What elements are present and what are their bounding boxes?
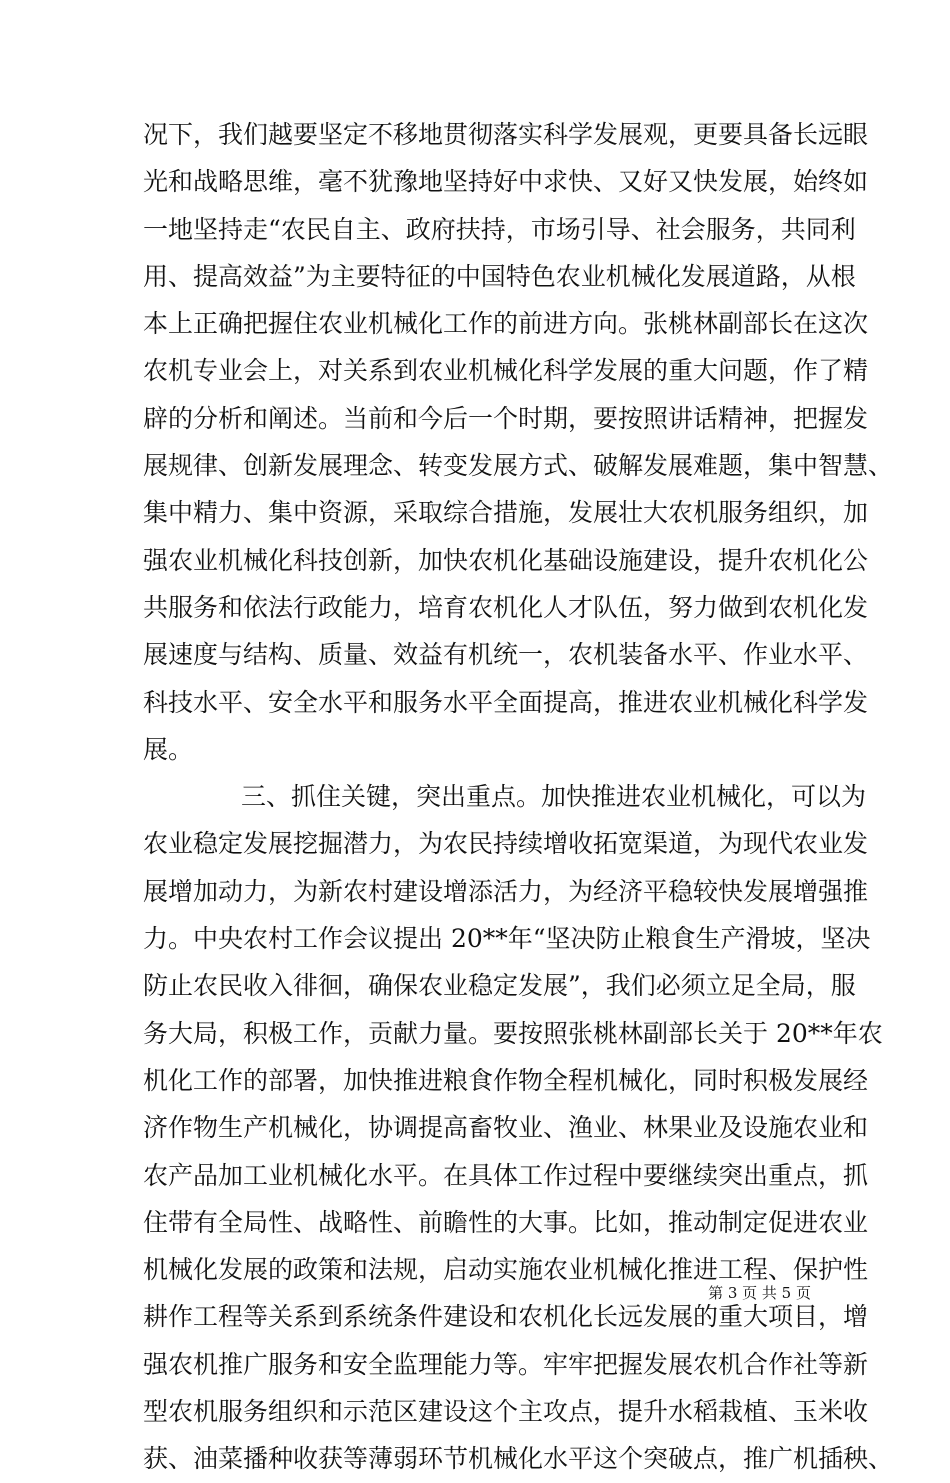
text-line: 况下，我们越要坚定不移地贯彻落实科学发展观，更要具备长远眼 (143, 120, 869, 149)
text-line: 本上正确把握住农业机械化工作的前进方向。张桃林副部长在这次 (143, 309, 869, 339)
text-line: 力。中央农村工作会议提出 20**年“坚决防止粮食生产滑坡，坚决 (143, 924, 871, 954)
text-line: 集中精力、集中资源，采取综合措施，发展壮大农机服务组织，加 (143, 498, 869, 528)
text-line: 住带有全局性、战略性、前瞻性的大事。比如，推动制定促进农业 (143, 1207, 869, 1237)
text-line: 农产品加工业机械化水平。在具体工作过程中要继续突出重点，抓 (143, 1160, 869, 1190)
text-line: 辟的分析和阐述。当前和今后一个时期，要按照讲话精神，把握发 (143, 403, 869, 433)
text-line: 展规律、创新发展理念、转变发展方式、破解发展难题，集中智慧、 (143, 451, 894, 481)
text-line: 共服务和依法行政能力，培育农机化人才队伍，努力做到农机化发 (143, 592, 869, 622)
text-line: 农业稳定发展挖掘潜力，为农民持续增收拓宽渠道，为现代农业发 (143, 829, 869, 859)
text-line: 展增加动力，为新农村建设增添活力，为经济平稳较快发展增强推 (143, 876, 869, 906)
text-line: 用、提高效益”为主要特征的中国特色农业机械化发展道路，从根 (143, 261, 856, 291)
text-line: 防止农民收入徘徊，确保农业稳定发展”，我们必须立足全局，服 (143, 971, 856, 1001)
text-line: 强农机推广服务和安全监理能力等。牢牢把握发展农机合作社等新 (143, 1349, 869, 1379)
text-line: 农机专业会上，对关系到农业机械化科学发展的重大问题，作了精 (143, 356, 869, 386)
text-line: 济作物生产机械化，协调提高畜牧业、渔业、林果业及设施农业和 (143, 1113, 869, 1143)
text-line: 科技水平、安全水平和服务水平全面提高，推进农业机械化科学发 (143, 687, 869, 717)
text-line: 型农机服务组织和示范区建设这个主攻点，提升水稻栽植、玉米收 (143, 1397, 869, 1427)
text-line: 光和战略思维，毫不犹豫地坚持好中求快、又好又快发展，始终如 (143, 167, 869, 197)
document-body (143, 111, 894, 1483)
page-number: 第 3 页 共 5 页 (708, 1284, 811, 1302)
section-heading-line: 三、抓住关键，突出重点。加快推进农业机械化，可以为 (241, 782, 867, 812)
text-line: 获、油菜播种收获等薄弱环节机械化水平这个突破点，推广机插秧、 (143, 1444, 894, 1474)
text-line: 展。 (143, 734, 194, 764)
text-line: 一地坚持走“农民自主、政府扶持，市场引导、社会服务，共同利 (143, 214, 856, 244)
text-line: 机械化发展的政策和法规，启动实施农业机械化推进工程、保护性 (143, 1255, 869, 1285)
text-line: 机化工作的部署，加快推进粮食作物全程机械化，同时积极发展经 (143, 1065, 869, 1095)
text-line: 强农业机械化科技创新，加快农机化基础设施建设，提升农机化公 (143, 545, 869, 575)
text-line: 务大局，积极工作，贡献力量。要按照张桃林副部长关于 20**年农 (143, 1018, 883, 1048)
text-line: 耕作工程等关系到系统条件建设和农机化长远发展的重大项目，增 (143, 1302, 869, 1332)
text-line: 展速度与结构、质量、效益有机统一，农机装备水平、作业水平、 (143, 640, 869, 670)
